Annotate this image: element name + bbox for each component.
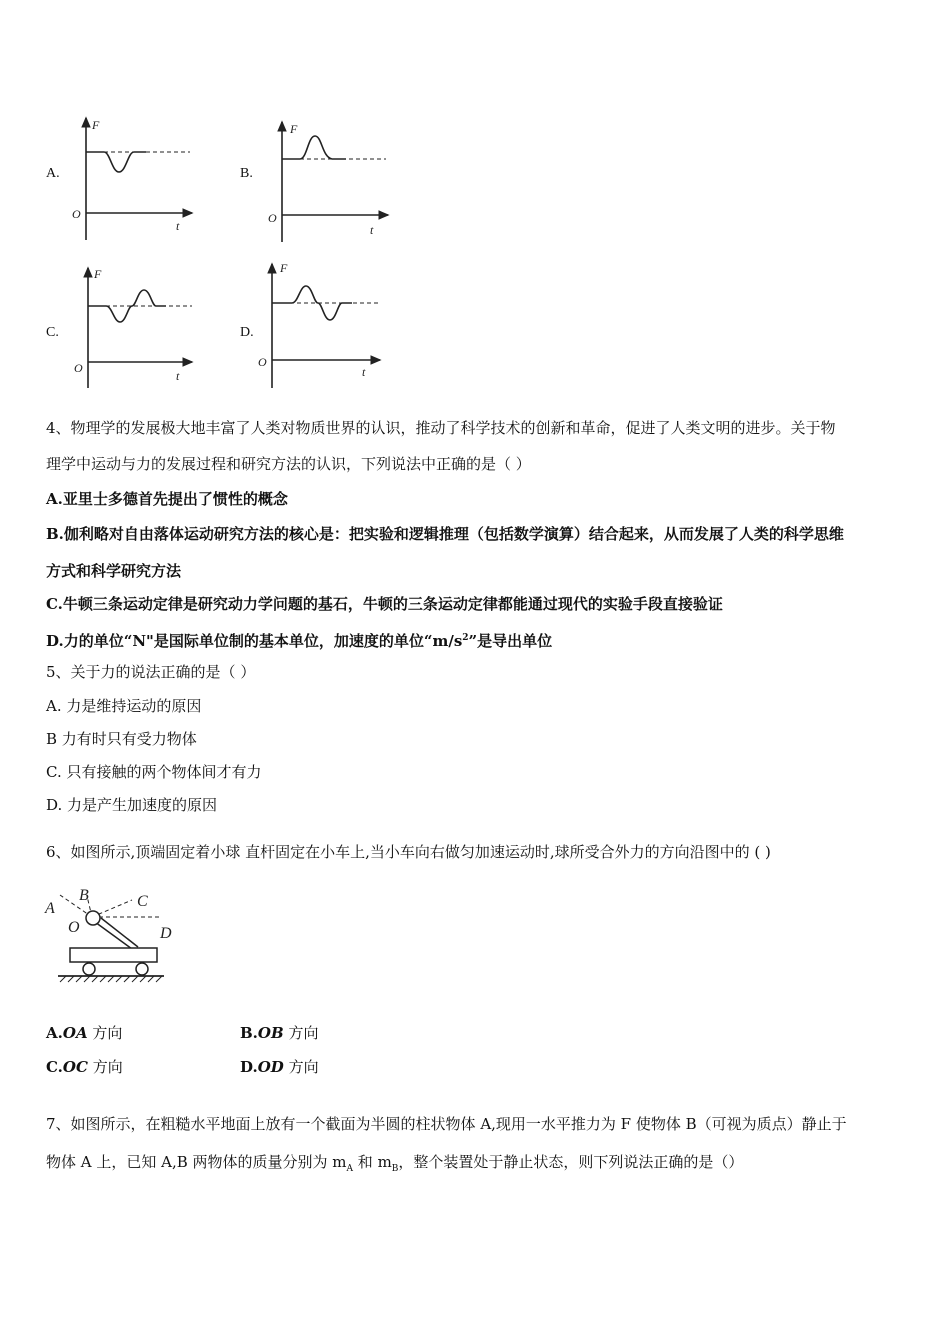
q6-option-b: B.OB 方向 — [240, 1024, 319, 1042]
q6-cart-figure — [40, 878, 180, 988]
q4-option-d-prefix: D.力的单位“N"是国际单位制的基本单位，加速度的单位“m/s — [46, 632, 463, 650]
graph-d-t-label: t — [362, 365, 366, 379]
q6-option-c: C.OC 方向 — [46, 1058, 123, 1076]
q4-option-d-suffix: ”是导出单位 — [468, 632, 553, 650]
graph-option-d-label: D. — [240, 325, 254, 340]
q6-option-a: A.OA 方向 — [46, 1024, 123, 1042]
q6-label-c: C — [137, 893, 148, 910]
graph-c-t-label: t — [176, 369, 180, 383]
q4-option-a: A.亚里士多德首先提出了惯性的概念 — [46, 490, 288, 508]
graph-a-origin-label: O — [72, 207, 81, 221]
q5-option-b: B 力有时只有受力物体 — [46, 730, 197, 748]
q4-option-d-sup: 2 — [462, 633, 469, 643]
force-time-graphs — [0, 0, 950, 400]
q4-option-b-line2: 方式和科学研究方法 — [46, 562, 182, 580]
q5-option-c: C. 只有接触的两个物体间才有力 — [46, 763, 262, 781]
graph-c-origin-label: O — [74, 361, 83, 375]
q4-stem-line2: 理学中运动与力的发展过程和研究方法的认识，下列说法中正确的是（ ） — [46, 455, 531, 473]
graph-b-t-label: t — [370, 223, 374, 237]
q6-label-o: O — [68, 919, 80, 936]
graph-b-f-label: F — [290, 122, 298, 136]
q6-label-a: A — [45, 900, 55, 917]
q5-option-d: D. 力是产生加速度的原因 — [46, 796, 218, 814]
graph-option-c-label: C. — [46, 325, 59, 340]
q4-option-d — [46, 628, 552, 651]
q7-sub-a: A — [346, 1164, 354, 1174]
graph-option-b-label: B. — [240, 166, 253, 181]
graph-d-f-label: F — [280, 261, 288, 275]
q5-stem: 5、关于力的说法正确的是（ ） — [46, 663, 256, 681]
q5-option-a: A. 力是维持运动的原因 — [46, 697, 202, 715]
graph-option-a-label: A. — [46, 166, 60, 181]
q4-option-b-line1: B.伽利略对自由落体运动研究方法的核心是：把实验和逻辑推理（包括数学演算）结合起来，从而发展了人类的科学思维 — [46, 525, 844, 543]
q7-sub-b: B — [391, 1164, 399, 1174]
graph-a-f-label: F — [92, 118, 100, 132]
q7-stem-line2: 物体 A 上，已知 A,B 两物体的质量分别为 $m_A$ 和 $m_B$，整个装置处于静止状态，则下列说法正确的是（） — [46, 1153, 744, 1174]
q4-stem-line1: 4、物理学的发展极大地丰富了人类对物质世界的认识，推动了科学技术的创新和革命，促进了人类文明的进步。关于物 — [46, 419, 836, 437]
q6-label-d: D — [160, 925, 172, 942]
q6-option-d: D.OD 方向 — [240, 1058, 319, 1076]
graph-b-origin-label: O — [268, 211, 277, 225]
q6-label-b: B — [79, 887, 89, 904]
graph-d-origin-label: O — [258, 355, 267, 369]
q7-stem-line1: 7、如图所示，在粗糙水平地面上放有一个截面为半圆的柱状物体 A,现用一水平推力为 F 使物体 B（可视为质点）静止于 — [46, 1115, 847, 1133]
graph-a-t-label: t — [176, 219, 180, 233]
q6-stem: 6、如图所示,顶端固定着小球 直杆固定在小车上,当小车向右做匀加速运动时,球所受合外力的方向沿图中的 ( ) — [46, 843, 771, 861]
q4-option-c: C.牛顿三条运动定律是研究动力学问题的基石，牛顿的三条运动定律都能通过现代的实验手段直接验证 — [46, 595, 723, 613]
graph-c-f-label: F — [94, 267, 102, 281]
